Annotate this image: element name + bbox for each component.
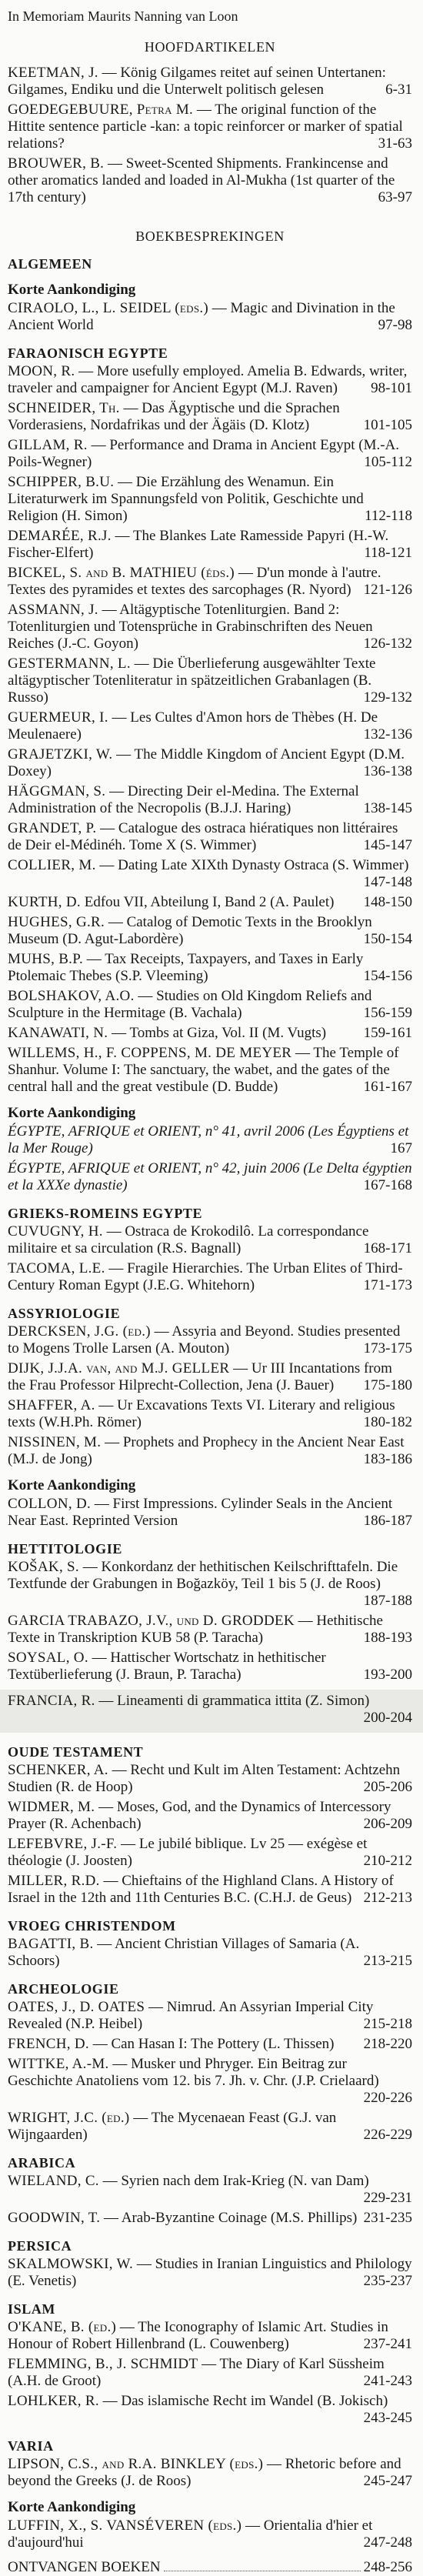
article-pages: 63-97: [378, 189, 412, 205]
review-title: — Studies on Old Kingdom Reliefs and Sculpture in the Hermitage (B. Vachala): [8, 988, 372, 1021]
review-author: KURTH, D.: [8, 894, 81, 910]
review-entry: [8, 2356, 412, 2390]
review-author: BAGATTI, B.: [8, 1936, 94, 1952]
review-pages: 200-204: [363, 1710, 412, 1726]
hoofdartikelen-heading: HOOFDARTIKELEN: [144, 39, 276, 55]
review-author: OATES, J., D. OATES: [8, 1999, 145, 2015]
subsection-heading: Korte Aankondiging: [8, 2499, 136, 2515]
category-heading: ARCHEOLOGIE: [8, 1981, 119, 1997]
category-heading: OUDE TESTAMENT: [8, 1744, 144, 1760]
category-heading: HETTITOLOGIE: [8, 1541, 122, 1557]
review-author: SHAFFER, A.: [8, 1397, 95, 1413]
review-entry: [8, 656, 412, 706]
category-heading: ARABICA: [8, 2155, 76, 2171]
review-section: [0, 1690, 423, 1733]
review-pages: 235-237: [363, 2273, 412, 2289]
review-section: [8, 2301, 412, 2427]
category-heading: VROEG CHRISTENDOM: [8, 1918, 176, 1934]
subsection-heading: Korte Aankondiging: [8, 282, 136, 298]
reviews-list: [8, 255, 412, 2551]
review-title: — Musker und Phryger. Ein Beitrag zur Geschichte Anatoliens vom 12. bis 7. Jh. v. Chr. (J.P. Crielaard): [8, 2056, 379, 2089]
review-pages: 136-138: [363, 763, 412, 779]
review-pages: 243-245: [363, 2410, 412, 2426]
ontvangen-boeken-label: ONTVANGEN BOEKEN: [8, 2559, 161, 2575]
review-title: — Recht und Kult im Alten Testament: Achtzehn Studien (R. de Hoop): [8, 1762, 401, 1795]
review-author: COLLON, D.: [8, 1496, 92, 1512]
review-pages: 167-168: [363, 1177, 412, 1193]
review-title: — Moses, God, and the Dynamics of Intercessory Prayer (R. Achenbach): [8, 1799, 391, 1832]
review-entry: [8, 528, 412, 562]
boekbesprekingen-heading: BOEKBESPREKINGEN: [135, 229, 285, 244]
review-section: [8, 345, 412, 1096]
category-heading: ISLAM: [8, 2301, 56, 2317]
review-pages: 229-231: [363, 2190, 412, 2206]
article-entry: [8, 155, 412, 206]
review-entry: [8, 2173, 412, 2207]
review-title: — Die Erzählung des Wenamun. Ein Literaturwerk im Spannungsfeld von Politik, Geschichte und Religion (H. Simon): [8, 474, 364, 524]
review-pages: 231-235: [363, 2210, 412, 2226]
review-author: WIELAND, C.: [8, 2173, 99, 2189]
review-title: ÉGYPTE, AFRIQUE et ORIENT, n° 41, avril 2006 (Les Égyptiens et la Mer Rouge): [8, 1123, 409, 1156]
category-heading: PERSICA: [8, 2238, 72, 2254]
review-title: — Tax Receipts, Taxpayers, and Taxes in Early Ptolemaic Thebes (S.P. Vleeming): [8, 951, 364, 984]
ontvangen-boeken-pages: 248-256: [363, 2559, 412, 2575]
review-entry: [8, 2518, 412, 2551]
review-title: — More usefully employed. Amelia B. Edwards, writer, traveler and campaigner for Ancient Egypt (M.J. Raven): [8, 363, 408, 396]
review-pages: 175-180: [363, 1377, 412, 1393]
review-pages: 105-112: [364, 454, 412, 470]
review-title: — The Blankes Late Ramesside Papyri (H.-W. Fischer-Elfert): [8, 528, 389, 561]
review-pages: 215-218: [363, 2016, 412, 2032]
review-entry: [8, 1360, 412, 1394]
review-entry: [8, 857, 412, 891]
review-title: — Ur III Incantations from the Frau Professor Hilprecht-Collection, Jena (J. Bauer): [8, 1360, 392, 1393]
review-entry: [8, 951, 412, 985]
review-pages: 218-220: [363, 2036, 412, 2052]
review-author: SOYSAL, O.: [8, 1650, 88, 1666]
review-section: [8, 1917, 412, 1970]
review-author: CUVUGNY, H.: [8, 1223, 103, 1240]
review-author: LIPSON, C.S., and R.A. BINKLEY (eds.): [8, 2456, 264, 2472]
review-entry: [8, 602, 412, 652]
review-entry: [8, 474, 412, 525]
review-author: GESTERMANN, L.: [8, 656, 131, 672]
review-title: — Catalog of Demotic Texts in the Brooklyn Museum (D. Agut-Labordère): [8, 914, 372, 947]
review-pages: 126-132: [363, 636, 412, 652]
review-author: SKALMOWSKI, W.: [8, 2256, 134, 2272]
review-pages: 112-118: [365, 508, 412, 524]
review-title: — Die Überlieferung ausgewählter Texte altägyptischer Totenliteratur in spätzeitlichen Grabanlagen (B. Russo): [8, 656, 376, 706]
article-author: GOEDEGEBUURE, Petra M.: [8, 102, 194, 118]
review-entry: [8, 1836, 412, 1870]
review-pages: 145-147: [363, 837, 412, 853]
review-entry: [8, 1397, 412, 1431]
ontvangen-boeken-row: [8, 2559, 412, 2576]
review-pages: 173-175: [363, 1340, 412, 1356]
review-title: ÉGYPTE, AFRIQUE et ORIENT, n° 42, juin 2006 (Le Delta égyptien et la XXXe dynastie): [8, 1160, 412, 1193]
review-pages: 226-229: [363, 2127, 412, 2143]
review-entry: [8, 2056, 412, 2107]
review-pages: 188-193: [363, 1630, 412, 1646]
review-title: — Konkordanz der hethitischen Keilschrifttafeln. Die Textfunde der Grabungen in Boğazköy, Teil 1 bis 5 (J. de Roos): [8, 1559, 398, 1592]
review-pages: 97-98: [378, 317, 412, 333]
review-entry: [8, 1123, 412, 1157]
review-entry: [8, 1799, 412, 1833]
review-pages: 180-182: [363, 1414, 412, 1430]
review-title: — Rhetoric before and beyond the Greeks (J. de Roos): [8, 2456, 401, 2489]
article-title: — König Gilgames reitet auf seinen Untertanen: Gilgames, Endiku und die Unterwelt politisch gelesen: [8, 65, 386, 98]
review-author: GUERMEUR, I.: [8, 709, 108, 726]
review-pages: 167: [390, 1140, 412, 1156]
review-author: COLLIER, M.: [8, 857, 96, 873]
article-pages: 6-31: [385, 82, 412, 98]
article-entry: [8, 65, 412, 98]
review-section: [8, 1305, 412, 1468]
review-entry: [8, 1650, 412, 1683]
review-entry: [8, 2256, 412, 2290]
review-title: — Chieftains of the Highland Clans. A History of Israel in the 12th and 11th Centuries B.C. (C.H.J. de Geus): [8, 1873, 394, 1906]
review-author: GILLAM, R.: [8, 437, 88, 453]
review-title: — Hethitische Texte in Transkription KUB 58 (P. Taracha): [8, 1613, 383, 1646]
article-entry: [8, 102, 412, 152]
review-author: CIRAOLO, L., L. SEIDEL (eds.): [8, 300, 209, 316]
review-pages: 147-148: [363, 874, 412, 890]
review-title: — Orientalia d'hier et d'aujourd'hui: [8, 2518, 373, 2551]
review-title: — The Mycenaean Feast (G.J. van Wijngaarden): [8, 2110, 337, 2143]
review-author: SCHIPPER, B.U.: [8, 474, 115, 490]
subsection-heading: Korte Aankondiging: [8, 1477, 136, 1493]
review-author: MUHS, B.P.: [8, 951, 84, 967]
subsection-heading: Korte Aankondiging: [8, 1105, 136, 1121]
review-author: DEMARÉE, R.J.: [8, 528, 112, 544]
review-entry: [8, 709, 412, 743]
review-entry: [8, 1999, 412, 2033]
review-author: GARCIA TRABAZO, J.V., und D. GRODDEK: [8, 1613, 295, 1629]
review-author: MOON, R.: [8, 363, 75, 379]
review-author: FLEMMING, B., J. SCHMIDT: [8, 2356, 198, 2372]
review-author: FRANCIA, R.: [8, 1693, 95, 1709]
review-title: — Hattischer Wortschatz in hethitischer Textüberlieferung (J. Braun, P. Taracha): [8, 1650, 326, 1683]
review-section: [8, 1477, 412, 1530]
review-entry: [8, 2036, 412, 2053]
review-title: — Le jubilé biblique. Lv 25 — exégèse et théologie (J. Joosten): [8, 1836, 368, 1869]
review-entry: [8, 400, 412, 434]
review-pages: 245-247: [363, 2473, 412, 2489]
review-title: — Can Hasan I: The Pottery (L. Thissen): [92, 2036, 335, 2052]
review-title: Edfou VII, Abteilung I, Band 2 (A. Paulet): [84, 894, 335, 910]
review-title: — Lineamenti di grammatica ittita (Z. Simon): [98, 1693, 370, 1709]
review-title: — Ancient Christian Villages of Samaria (A. Schoors): [8, 1936, 360, 1969]
review-entry: [8, 746, 412, 780]
review-pages: 159-161: [363, 1025, 412, 1041]
review-author: DIJK, J.J.A. van, and M.J. GELLER: [8, 1360, 230, 1376]
review-pages: 161-167: [363, 1079, 412, 1095]
review-author: SCHNEIDER, Th.: [8, 400, 120, 416]
review-entry: [8, 1496, 412, 1530]
category-heading: GRIEKS-ROMEINS EGYPTE: [8, 1206, 203, 1221]
review-title: — Fragile Hierarchies. The Urban Elites of Third-Century Roman Egypt (J.E.G. Whitehorn): [8, 1260, 403, 1293]
review-entry: [8, 1693, 412, 1727]
review-pages: 138-145: [363, 800, 412, 816]
review-pages: 183-186: [363, 1451, 412, 1467]
review-author: BICKEL, S. and B. MATHIEU (éds.): [8, 565, 235, 581]
article-pages: 31-63: [378, 135, 412, 152]
review-entry: [8, 2110, 412, 2144]
category-heading: ALGEMEEN: [8, 256, 92, 272]
review-pages: 220-226: [363, 2090, 412, 2106]
review-pages: 186-187: [363, 1513, 412, 1529]
review-title: — Tombs at Giza, Vol. II (M. Vugts): [112, 1025, 327, 1041]
category-heading: FARAONISCH EGYPTE: [8, 345, 168, 361]
review-entry: [8, 1762, 412, 1796]
review-author: MILLER, R.D.: [8, 1873, 100, 1889]
articles-list: [8, 65, 412, 206]
review-author: LOHLKER, R.: [8, 2393, 99, 2409]
review-author: HÄGGMAN, S.: [8, 783, 106, 799]
review-pages: 241-243: [363, 2373, 412, 2389]
review-entry: [8, 783, 412, 817]
review-title: — Prophets and Prophecy in the Ancient Near East (M.J. de Jong): [8, 1434, 405, 1467]
review-section: [8, 1105, 412, 1194]
review-author: GRANDET, P.: [8, 820, 97, 836]
review-entry: [8, 2393, 412, 2427]
review-entry: [8, 820, 412, 854]
review-pages: 171-173: [363, 1277, 412, 1293]
review-section: [8, 1540, 412, 1683]
review-title: — Dating Late XIXth Dynasty Ostraca (S. Wimmer): [99, 857, 409, 873]
review-pages: 156-159: [363, 1005, 412, 1021]
review-pages: 210-212: [363, 1853, 412, 1869]
category-heading: VARIA: [8, 2438, 54, 2454]
review-title: — Ostraca de Krokodilô. La correspondance militaire et sa circulation (R.S. Bagnall): [8, 1223, 369, 1256]
review-entry: [8, 2210, 412, 2227]
review-title: — Ur Excavations Texts VI. Literary and religious texts (W.H.Ph. Römer): [8, 1397, 395, 1430]
review-author: KOŠAK, S.: [8, 1559, 79, 1575]
review-entry: [8, 363, 412, 397]
review-entry: [8, 894, 412, 911]
review-pages: 206-209: [363, 1816, 412, 1832]
dedication: In Memoriam Maurits Nanning van Loon: [8, 8, 238, 24]
review-entry: [8, 1045, 412, 1096]
review-title: — Arab-Byzantine Coinage (M.S. Phillips): [104, 2210, 358, 2226]
review-entry: [8, 300, 412, 334]
review-pages: 247-248: [363, 2534, 412, 2551]
review-section: [8, 1205, 412, 1294]
review-author: BOLSHAKOV, A.O.: [8, 988, 135, 1004]
review-title: — The Diary of Karl Süssheim (A.H. de Groot): [8, 2356, 385, 2389]
review-section: [8, 2237, 412, 2290]
review-title: — The Iconography of Islamic Art. Studies in Honour of Robert Hillenbrand (L. Couwenberg): [8, 2319, 388, 2352]
review-entry: [8, 1559, 412, 1610]
review-author: HUGHES, G.R.: [8, 914, 105, 930]
review-author: DERCKSEN, J.G. (ed.): [8, 1323, 151, 1340]
review-author: O'KANE, B. (ed.): [8, 2319, 117, 2335]
review-pages: 187-188: [363, 1593, 412, 1609]
review-entry: [8, 2319, 412, 2353]
article-title: — Sweet-Scented Shipments. Frankincense and other aromatics landed and loaded in Al-Mukha (1st quarter of the 17th century): [8, 155, 395, 205]
review-author: FRENCH, D.: [8, 2036, 89, 2052]
review-author: LUFFIN, X., S. VANSÉVEREN (eds.): [8, 2518, 242, 2534]
review-entry: [8, 988, 412, 1022]
review-title: — The Temple of Shanhur. Volume I: The sanctuary, the wabet, and the gates of the central hall and the great vestibule (D. Budde): [8, 1045, 399, 1095]
review-pages: 129-132: [363, 689, 412, 706]
review-pages: 212-213: [363, 1890, 412, 1906]
review-entry: [8, 914, 412, 948]
category-heading: ASSYRIOLOGIE: [8, 1306, 121, 1321]
review-entry: [8, 1025, 412, 1042]
review-author: NISSINEN, M.: [8, 1434, 102, 1450]
review-title: — First Impressions. Cylinder Seals in the Ancient Near East. Reprinted Version: [8, 1496, 393, 1529]
review-title: — D'un monde à l'autre. Textes des pyramides et textes des sarcophages (R. Nyord): [8, 565, 381, 598]
review-author: TACOMA, L.E.: [8, 1260, 105, 1276]
review-section: [8, 255, 412, 272]
review-entry: [8, 1936, 412, 1970]
review-entry: [8, 1323, 412, 1357]
review-pages: 193-200: [363, 1667, 412, 1683]
review-pages: 205-206: [363, 1779, 412, 1795]
review-entry: [8, 1160, 412, 1194]
review-entry: [8, 1434, 412, 1468]
review-section: [8, 2438, 412, 2490]
review-title: — Directing Deir el-Medina. The External Administration of the Necropolis (B.J.J. Haring): [8, 783, 359, 816]
review-pages: 213-215: [363, 1953, 412, 1969]
review-title: — Das islamische Recht im Wandel (B. Jokisch): [102, 2393, 388, 2409]
review-title: — Studies in Iranian Linguistics and Philology (E. Venetis): [8, 2256, 412, 2289]
review-author: WILLEMS, H., F. COPPENS, M. DE MEYER: [8, 1045, 292, 1061]
review-section: [8, 2499, 412, 2551]
review-entry: [8, 2456, 412, 2490]
review-pages: 154-156: [363, 968, 412, 984]
review-author: WIDMER, M.: [8, 1799, 95, 1815]
article-author: BROUWER, B.: [8, 155, 105, 172]
article-author: KEETMAN, J.: [8, 65, 98, 81]
review-title: — Assyria and Beyond. Studies presented to Mogens Trolle Larsen (A. Mouton): [8, 1323, 401, 1356]
review-author: SCHENKER, A.: [8, 1762, 108, 1778]
review-author: ASSMANN, J.: [8, 602, 98, 618]
review-title: — Nimrud. An Assyrian Imperial City Revealed (N.P. Heibel): [8, 1999, 374, 2032]
review-section: [8, 282, 412, 334]
review-pages: 168-171: [363, 1240, 412, 1256]
review-title: — The Middle Kingdom of Ancient Egypt (D.M. Doxey): [8, 746, 405, 779]
review-title: — Performance and Drama in Ancient Egypt (M.-A. Poils-Wegner): [8, 437, 400, 470]
review-entry: [8, 437, 412, 471]
review-entry: [8, 1223, 412, 1257]
review-author: GOODWIN, T.: [8, 2210, 101, 2226]
review-entry: [8, 1873, 412, 1907]
review-title: — Les Cultes d'Amon hors de Thèbes (H. De Meulenaere): [8, 709, 378, 742]
review-section: [8, 1743, 412, 1907]
review-author: KANAWATI, N.: [8, 1025, 108, 1041]
review-section: [8, 1980, 412, 2144]
review-pages: 148-150: [363, 894, 412, 910]
review-entry: [8, 1260, 412, 1294]
review-section: [8, 2154, 412, 2227]
review-entry: [8, 1613, 412, 1647]
review-title: — Catalogue des ostraca hiératiques non littéraires de Deir el-Médinéh. Tome X (S. Wimmer): [8, 820, 398, 853]
review-pages: 237-241: [363, 2336, 412, 2352]
review-pages: 132-136: [363, 726, 412, 742]
review-author: LEFEBVRE, J.-F.: [8, 1836, 118, 1852]
review-title: — Altägyptische Totenliturgien. Band 2: Totenliturgien und Totensprüche in Grabinschriften des Neuen Reiches (J.-C. Goyon): [8, 602, 373, 652]
review-pages: 121-126: [363, 582, 412, 598]
review-pages: 118-121: [364, 545, 412, 561]
review-title: — Magic and Divination in the Ancient World: [8, 300, 395, 333]
review-entry: [8, 565, 412, 599]
review-author: WITTKE, A.-M.: [8, 2056, 109, 2072]
review-title: — Das Ägyptische und die Sprachen Vorderasiens, Nordafrikas und der Ägäis (D. Klotz): [8, 400, 340, 433]
review-pages: 101-105: [363, 417, 412, 433]
article-title: — The original function of the Hittite sentence particle -kan: a topic reinforcer or marker of spatial relations?: [8, 102, 403, 152]
review-title: — Syrien nach dem Irak-Krieg (N. van Dam): [102, 2173, 369, 2189]
review-author: WRIGHT, J.C. (ed.): [8, 2110, 130, 2126]
review-pages: 98-101: [371, 380, 412, 396]
review-author: GRAJETZKI, W.: [8, 746, 113, 762]
review-pages: 150-154: [363, 931, 412, 947]
